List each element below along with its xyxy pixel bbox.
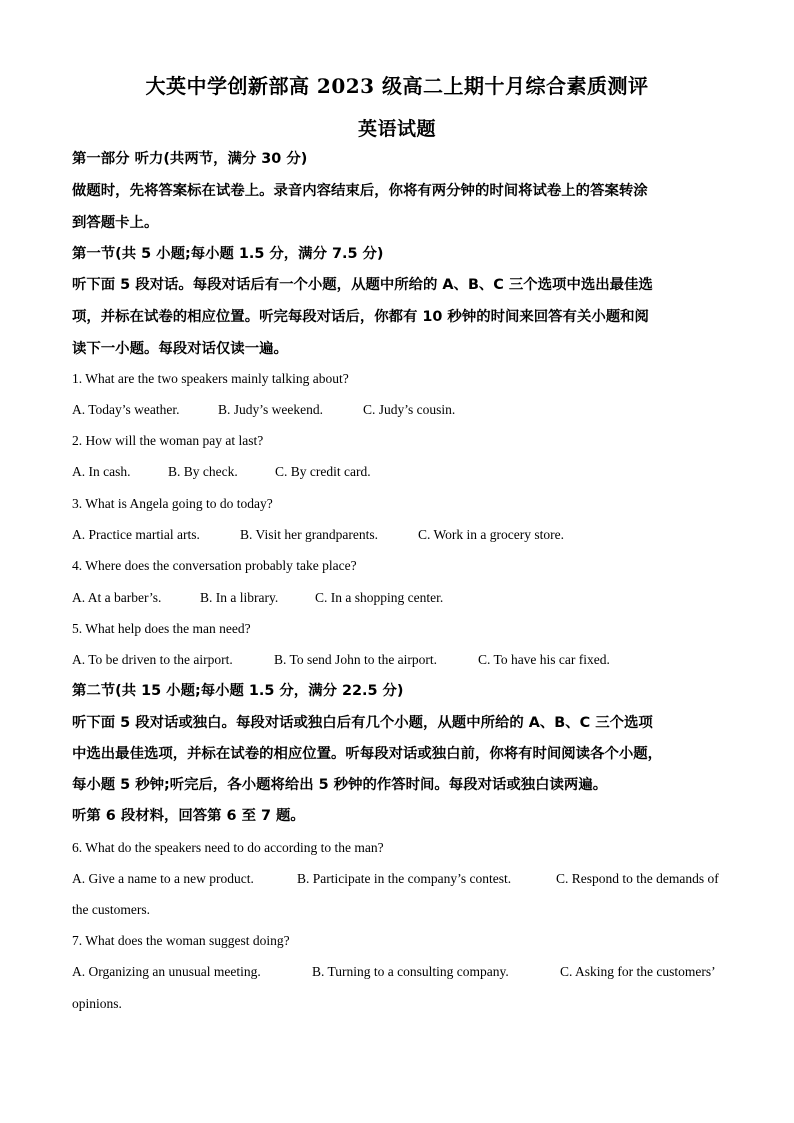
option-c: C. Asking for the customers’: [560, 964, 716, 979]
section2-instruction-line: 中选出最佳选项，并标在试卷的相应位置。听每段对话或独白前，你将有时间阅读各个小题，: [72, 746, 663, 762]
options-row-2: [72, 462, 732, 482]
question-3: 3. What is Angela going to do today?: [72, 496, 273, 511]
option-c: C. Judy’s cousin.: [363, 402, 456, 417]
option-a: A. Organizing an unusual meeting.: [72, 964, 261, 979]
question-5: 5. What help does the man need?: [72, 621, 251, 636]
option-c: C. By credit card.: [275, 464, 371, 479]
section2-instruction-line: 每小题 5 秒钟;听完后，各小题将给出 5 秒钟的作答时间。每段对话或独白读两遍。: [72, 777, 608, 793]
section1-heading: 第一节(共 5 小题;每小题 1.5 分，满分 7.5 分): [72, 246, 384, 262]
question-1: 1. What are the two speakers mainly talking about?: [72, 371, 349, 386]
question-4: 4. Where does the conversation probably take place?: [72, 558, 357, 573]
option-c: C. Respond to the demands of: [556, 871, 719, 886]
option-continuation: opinions.: [72, 996, 122, 1011]
option-a: A. Today’s weather.: [72, 402, 180, 417]
question-2: 2. How will the woman pay at last?: [72, 433, 264, 448]
options-row-3: [72, 525, 732, 545]
option-b: B. To send John to the airport.: [274, 652, 438, 667]
part1-heading: 第一部分 听力(共两节，满分 30 分): [72, 151, 308, 167]
option-c: C. Work in a grocery store.: [418, 527, 565, 542]
option-b: B. Participate in the company’s contest.: [297, 871, 512, 886]
option-b: B. Turning to a consulting company.: [312, 964, 509, 979]
question-7: 7. What does the woman suggest doing?: [72, 933, 290, 948]
options-row-1: [72, 400, 732, 420]
option-a: A. Give a name to a new product.: [72, 871, 254, 886]
option-b: B. By check.: [168, 464, 238, 479]
exam-subtitle: 英语试题: [357, 118, 436, 140]
section2-heading: 第二节(共 15 小题;每小题 1.5 分，满分 22.5 分): [72, 683, 404, 699]
part1-instruction-line: 做题时，先将答案标在试卷上。录音内容结束后，你将有两分钟的时间将试卷上的答案转涂: [72, 183, 648, 199]
options-row-7: [72, 962, 732, 982]
option-b: B. Judy’s weekend.: [218, 402, 323, 417]
section1-instruction-line: 听下面 5 段对话。每段对话后有一个小题，从题中所给的 A、B、C 三个选项中选出最佳选: [72, 277, 653, 293]
option-b: B. Visit her grandparents.: [240, 527, 379, 542]
option-continuation: the customers.: [72, 902, 150, 917]
option-c: C. To have his car fixed.: [478, 652, 610, 667]
option-a: A. Practice martial arts.: [72, 527, 200, 542]
exam-title: 大英中学创新部高 2023 级高二上期十月综合素质测评: [145, 74, 649, 98]
options-row-6: [72, 869, 732, 889]
section1-instruction-line: 项，并标在试卷的相应位置。听完每段对话后，你都有 10 秒钟的时间来回答有关小题和阅: [72, 309, 649, 325]
options-row-4: [72, 588, 732, 608]
options-row-5: [72, 650, 732, 670]
section2-instruction-line: 听下面 5 段对话或独白。每段对话或独白后有几个小题，从题中所给的 A、B、C 三个选项: [72, 715, 653, 731]
option-a: A. In cash.: [72, 464, 131, 479]
section1-instruction-line: 读下一小题。每段对话仅读一遍。: [72, 341, 288, 357]
question-6: 6. What do the speakers need to do according to the man?: [72, 840, 384, 855]
part1-instruction-line: 到答题卡上。: [72, 215, 159, 231]
material-note: 听第 6 段材料，回答第 6 至 7 题。: [72, 808, 305, 824]
option-a: A. At a barber’s.: [72, 590, 162, 605]
option-c: C. In a shopping center.: [315, 590, 444, 605]
option-a: A. To be driven to the airport.: [72, 652, 233, 667]
option-b: B. In a library.: [200, 590, 279, 605]
